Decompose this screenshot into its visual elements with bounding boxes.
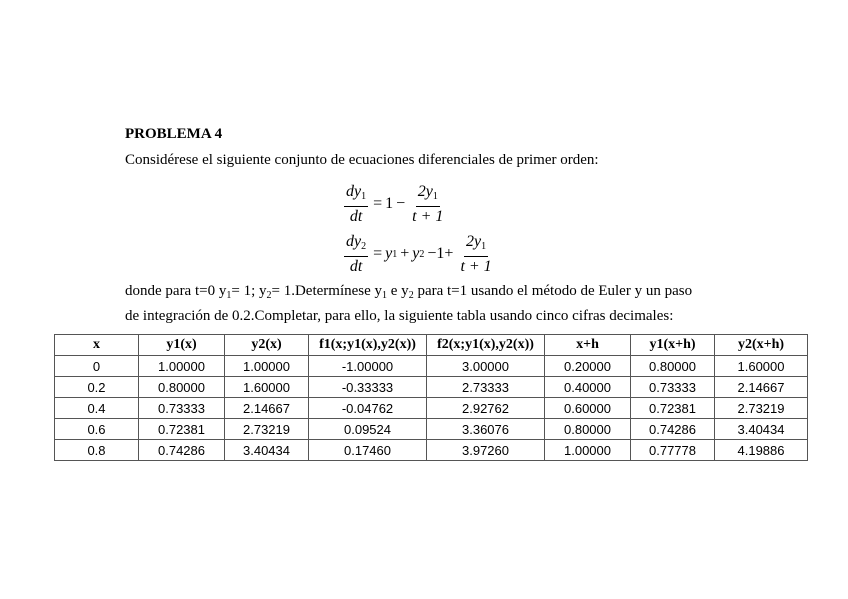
eq1-rhs-num: 2y bbox=[417, 183, 433, 200]
header-f1: f1(x;y1(x),y2(x)) bbox=[309, 335, 427, 356]
table-cell: 1.60000 bbox=[225, 377, 309, 398]
table-cell: 1.60000 bbox=[715, 356, 808, 377]
eq1-rhs-fraction bbox=[410, 182, 445, 226]
problem-title: PROBLEMA 4 bbox=[125, 126, 223, 142]
table-cell: 3.36076 bbox=[427, 419, 545, 440]
table-cell: 0.2 bbox=[55, 377, 139, 398]
table-cell: 0.80000 bbox=[139, 377, 225, 398]
eq1-lhs-num: dy bbox=[346, 183, 362, 200]
table-row bbox=[55, 398, 808, 419]
para1-s3: 1 bbox=[382, 290, 388, 301]
table-cell: 4.19886 bbox=[715, 440, 808, 461]
table-cell: 1.00000 bbox=[225, 356, 309, 377]
eq2-term1: y bbox=[385, 245, 393, 262]
eq2-lhs-num: dy bbox=[346, 233, 362, 250]
table-cell: 3.40434 bbox=[225, 440, 309, 461]
header-xh: x+h bbox=[545, 335, 631, 356]
table-row bbox=[55, 440, 808, 461]
para1-s1: 1 bbox=[226, 290, 232, 301]
header-y1h: y1(x+h) bbox=[631, 335, 715, 356]
table-cell: 0.80000 bbox=[545, 419, 631, 440]
para1-d: e y bbox=[387, 283, 409, 299]
eq2-lhs-den: dt bbox=[349, 258, 363, 275]
eq2-plus: + bbox=[400, 245, 410, 262]
equation-2 bbox=[342, 232, 496, 276]
table-cell: 0.77778 bbox=[631, 440, 715, 461]
eq2-term2: y bbox=[412, 245, 420, 262]
header-x: x bbox=[55, 335, 139, 356]
intro-text: Considérese el siguiente conjunto de ecuaciones diferenciales de primer orden: bbox=[125, 152, 599, 168]
table-row bbox=[55, 419, 808, 440]
table-header-row bbox=[55, 335, 808, 356]
eq2-rhs-fraction bbox=[458, 232, 493, 276]
eq1-rhs-den: t + 1 bbox=[412, 208, 444, 225]
table-cell: 1.00000 bbox=[139, 356, 225, 377]
header-y2: y2(x) bbox=[225, 335, 309, 356]
table-cell: 3.97260 bbox=[427, 440, 545, 461]
eq1-minus: − bbox=[396, 195, 406, 212]
header-f2: f2(x;y1(x),y2(x)) bbox=[427, 335, 545, 356]
eq2-equals: = bbox=[373, 245, 383, 262]
table-cell: 2.92762 bbox=[427, 398, 545, 419]
table-cell: 0.8 bbox=[55, 440, 139, 461]
euler-table bbox=[54, 334, 808, 461]
table-cell: 2.14667 bbox=[225, 398, 309, 419]
equation-1 bbox=[342, 182, 447, 226]
table-cell: 2.14667 bbox=[715, 377, 808, 398]
para1-s4: 2 bbox=[408, 290, 414, 301]
para1-e: para t=1 usando el método de Euler y un paso bbox=[413, 283, 693, 299]
eq1-rhs-num-sub: 1 bbox=[432, 191, 438, 202]
table-row bbox=[55, 356, 808, 377]
eq1-lhs-den: dt bbox=[349, 208, 363, 225]
table-cell: 1.00000 bbox=[545, 440, 631, 461]
eq1-const: 1 bbox=[385, 195, 394, 212]
table-cell: 0.20000 bbox=[545, 356, 631, 377]
table-cell: 0.09524 bbox=[309, 419, 427, 440]
eq2-lhs-num-sub: 2 bbox=[361, 241, 367, 252]
table-cell: 0.6 bbox=[55, 419, 139, 440]
table-cell: 3.40434 bbox=[715, 419, 808, 440]
para1-c: = 1.Determínese y bbox=[271, 283, 383, 299]
eq1-equals: = bbox=[373, 195, 383, 212]
table-cell: 3.00000 bbox=[427, 356, 545, 377]
table-cell: 0.74286 bbox=[139, 440, 225, 461]
para1-s2: 2 bbox=[266, 290, 272, 301]
table-cell: 0.80000 bbox=[631, 356, 715, 377]
eq2-term2-sub: 2 bbox=[419, 248, 425, 260]
table-cell: 2.73333 bbox=[427, 377, 545, 398]
table-cell: 0.60000 bbox=[545, 398, 631, 419]
eq1-lhs-num-sub: 1 bbox=[361, 191, 367, 202]
table-row bbox=[55, 377, 808, 398]
table-cell: 0.72381 bbox=[139, 419, 225, 440]
table-cell: 2.73219 bbox=[715, 398, 808, 419]
table-cell: 0.74286 bbox=[631, 419, 715, 440]
table-cell: -1.00000 bbox=[309, 356, 427, 377]
table-cell: 0.4 bbox=[55, 398, 139, 419]
eq1-lhs-fraction bbox=[344, 182, 368, 226]
table-cell: 2.73219 bbox=[225, 419, 309, 440]
table-cell: -0.04762 bbox=[309, 398, 427, 419]
header-y1: y1(x) bbox=[139, 335, 225, 356]
eq2-rhs-num: 2y bbox=[466, 233, 482, 250]
para1-a: donde para t=0 y bbox=[125, 283, 227, 299]
eq2-minus-one: −1+ bbox=[427, 245, 454, 262]
table-cell: -0.33333 bbox=[309, 377, 427, 398]
table-cell: 0.73333 bbox=[631, 377, 715, 398]
table-cell: 0.17460 bbox=[309, 440, 427, 461]
paragraph-conditions bbox=[125, 283, 692, 301]
table-cell: 0.40000 bbox=[545, 377, 631, 398]
para1-b: = 1; y bbox=[231, 283, 267, 299]
eq2-lhs-fraction bbox=[344, 232, 368, 276]
header-y2h: y2(x+h) bbox=[715, 335, 808, 356]
paragraph-instructions: de integración de 0.2.Completar, para ello, la siguiente tabla usando cinco cifras decimales: bbox=[125, 308, 674, 324]
table-cell: 0.73333 bbox=[139, 398, 225, 419]
table-cell: 0 bbox=[55, 356, 139, 377]
eq2-rhs-den: t + 1 bbox=[460, 258, 492, 275]
table-cell: 0.72381 bbox=[631, 398, 715, 419]
eq2-term1-sub: 1 bbox=[392, 248, 398, 260]
eq2-rhs-num-sub: 1 bbox=[481, 241, 487, 252]
